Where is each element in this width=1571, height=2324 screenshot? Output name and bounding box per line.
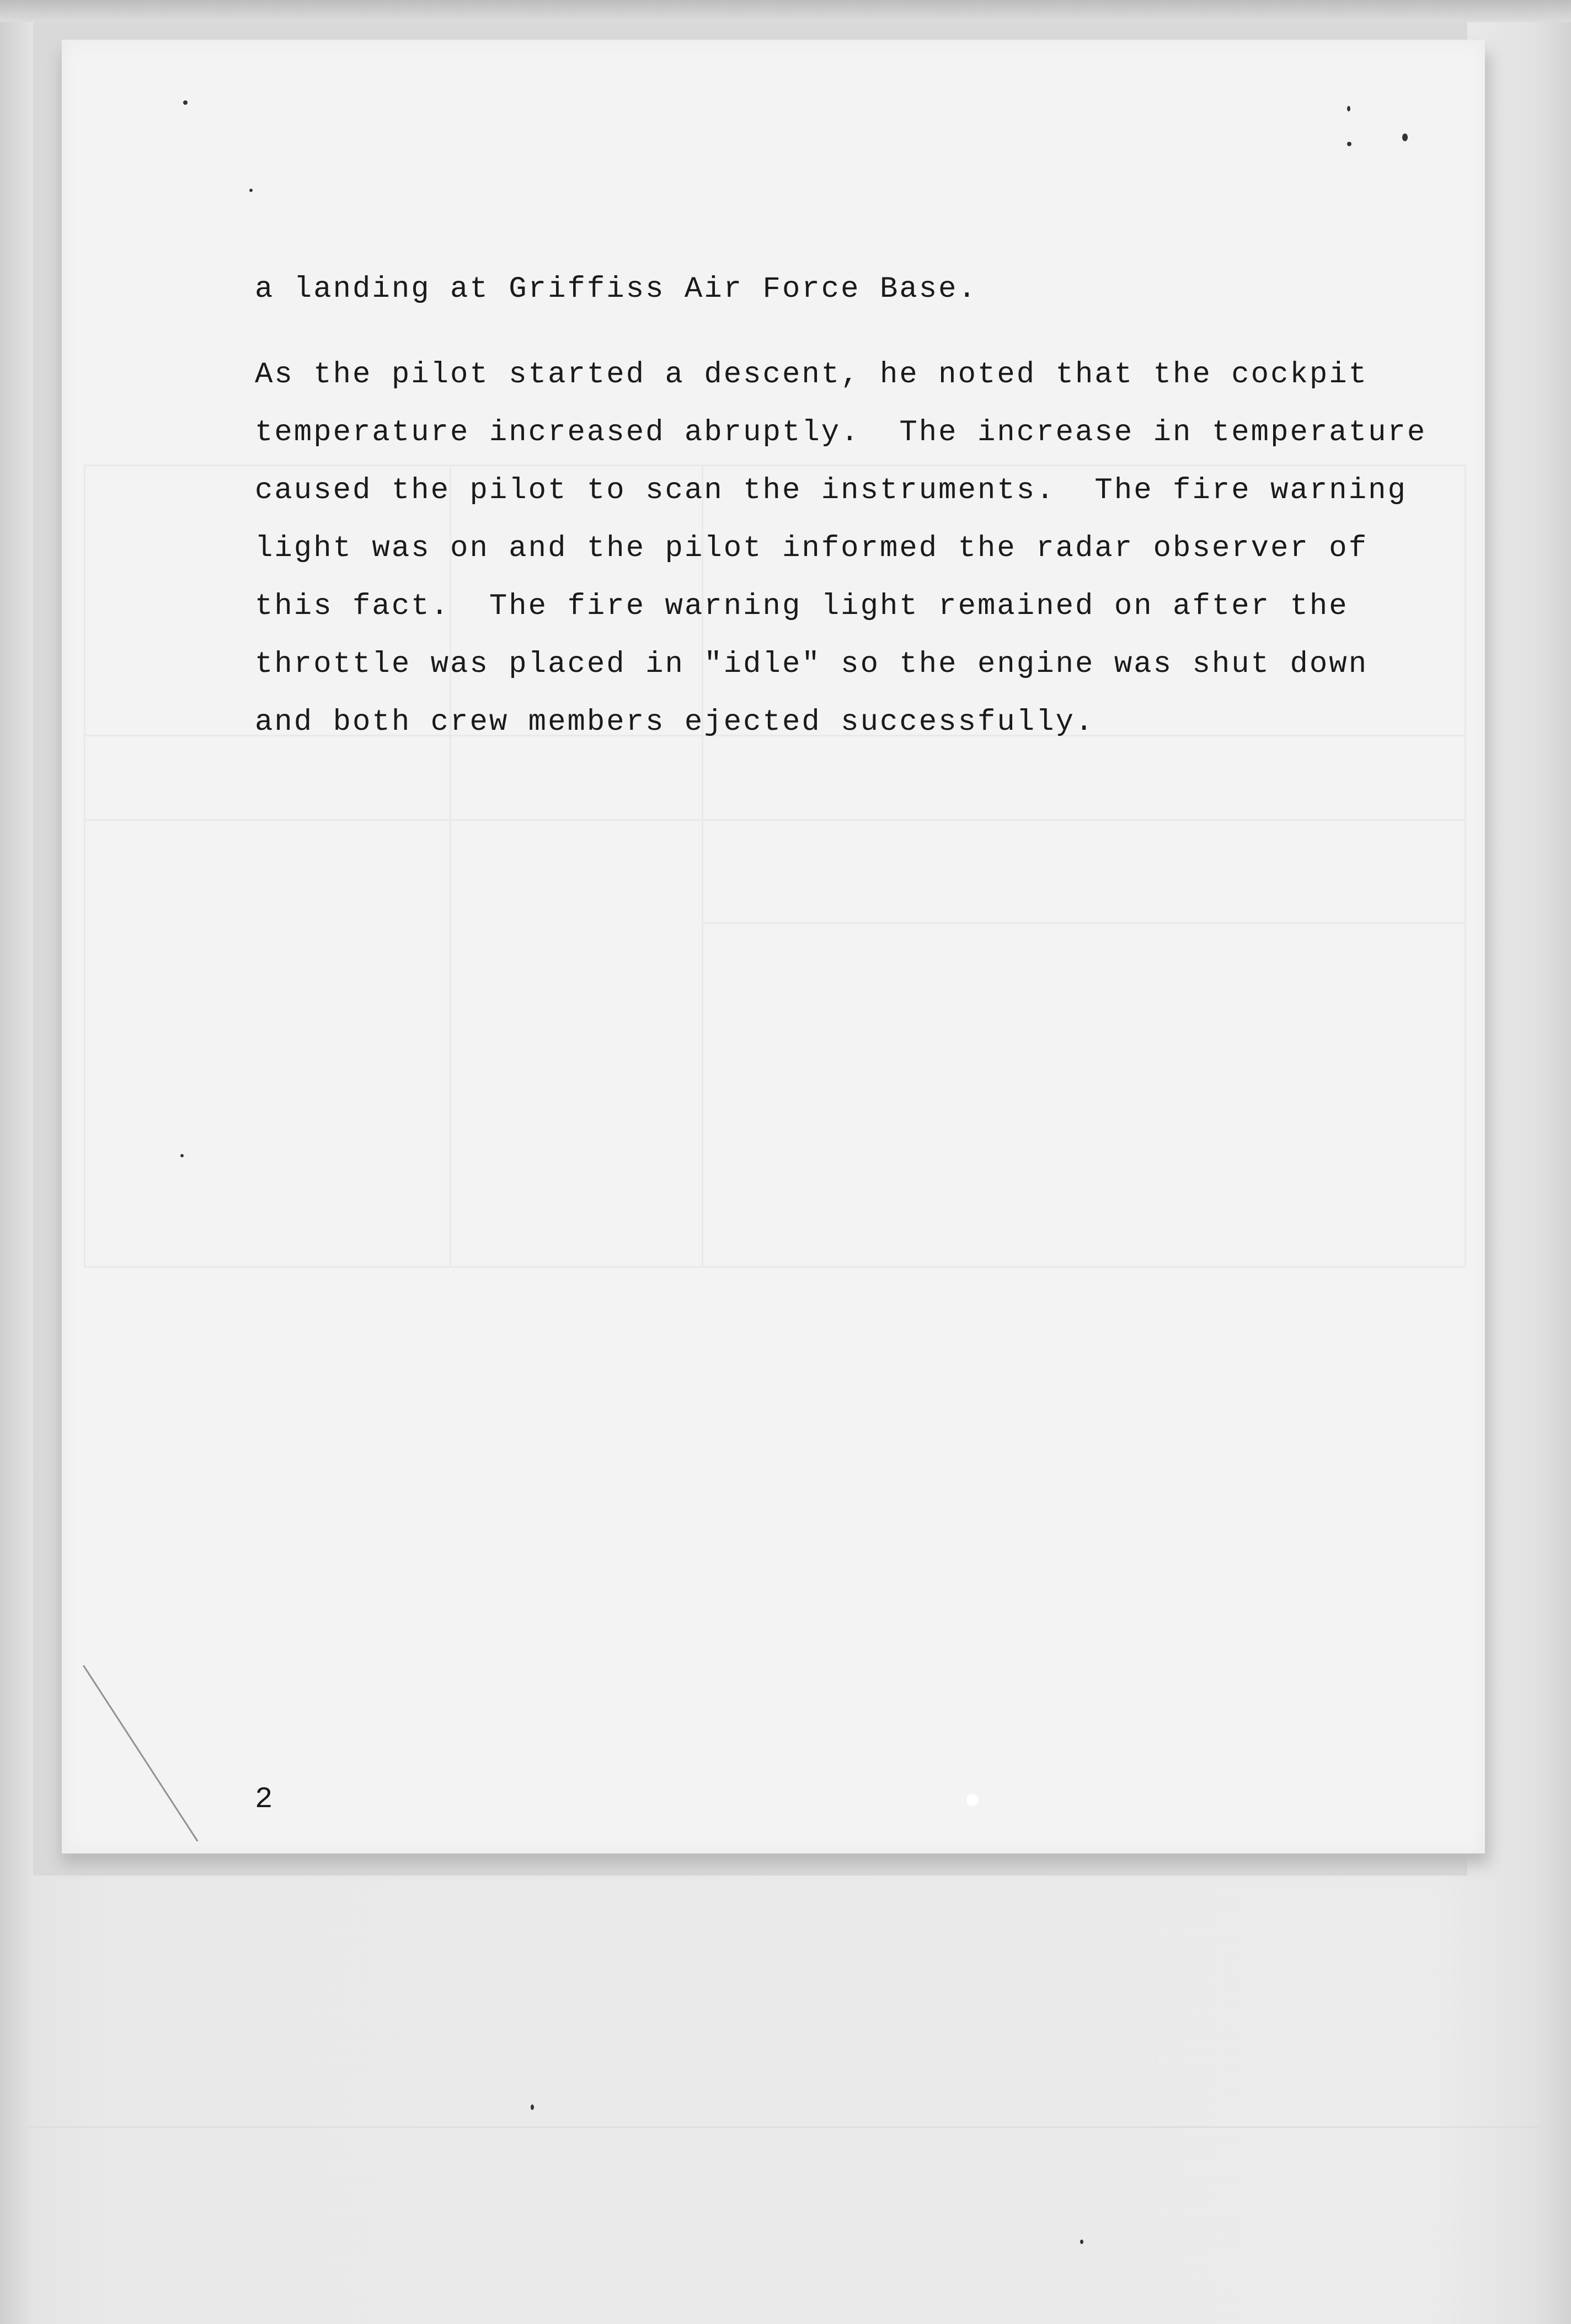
speck [1347, 106, 1350, 111]
page-number: 2 [255, 1783, 273, 1817]
text-line: caused the pilot to scan the instruments. The fire warning [255, 474, 1407, 507]
text-line: light was on and the pilot informed the radar observer of [255, 532, 1369, 565]
text-line: this fact. The fire warning light remained on after the [255, 590, 1349, 623]
paragraph-1 [255, 260, 1413, 318]
scan-bed-line [28, 2127, 1539, 2128]
speck [966, 1794, 979, 1806]
speck [183, 100, 188, 105]
speck [180, 1154, 184, 1157]
speck [531, 2104, 534, 2110]
body-text [255, 260, 1427, 751]
text-line: temperature increased abruptly. The increase in temperature [255, 416, 1427, 450]
text-line: As the pilot started a descent, he noted that the cockpit [255, 358, 1369, 392]
scan-top-shadow [0, 0, 1571, 22]
speck [1080, 2240, 1083, 2244]
paragraph-2 [255, 346, 1427, 751]
text-line: and both crew members ejected successfully. [255, 706, 1095, 739]
text-line: throttle was placed in "idle" so the engine was shut down [255, 648, 1369, 681]
speck [1347, 142, 1351, 146]
text-line: a landing at Griffiss Air Force Base. [255, 273, 977, 306]
document-page [62, 40, 1485, 1853]
speck [249, 189, 253, 192]
speck [1402, 133, 1408, 141]
